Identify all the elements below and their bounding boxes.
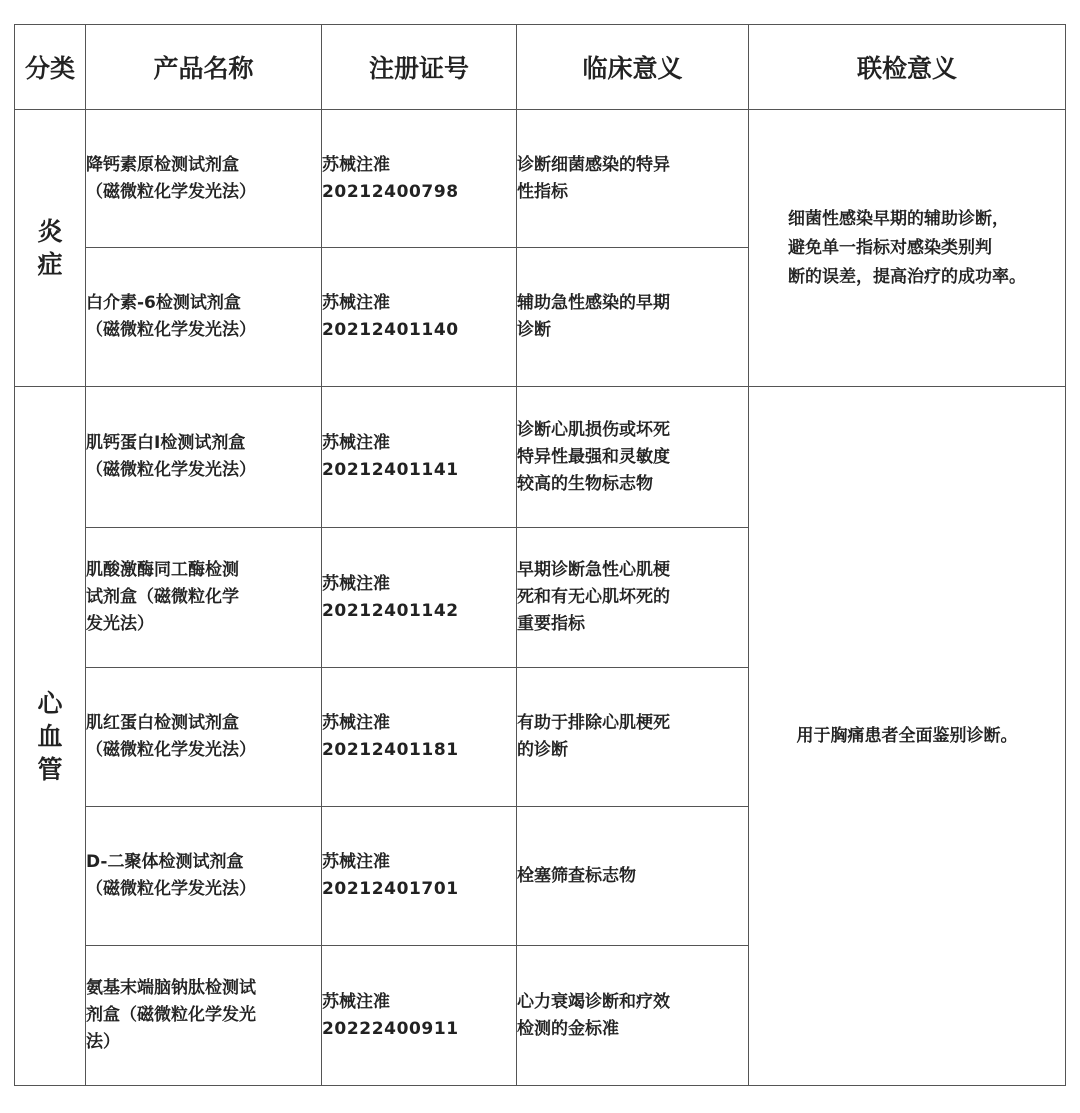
registration-cell xyxy=(322,248,517,387)
clinical-text: 辅助急性感染的早期 诊断 xyxy=(517,293,670,340)
registration-number: 20212401181 xyxy=(322,740,459,760)
registration-prefix: 苏械注准 xyxy=(322,852,390,872)
registration-cell xyxy=(322,110,517,248)
header-category: 分类 xyxy=(15,25,86,110)
registration-prefix: 苏械注准 xyxy=(322,573,390,594)
registration-number: 20222400911 xyxy=(322,1018,459,1039)
clinical-text: 栓塞筛查标志物 xyxy=(517,865,636,886)
joint-text: 用于胸痛患者全面鉴别诊断。 xyxy=(796,725,1018,746)
joint-text: 细菌性感染早期的辅助诊断， 避免单一指标对感染类别判 断的误差，提高治疗的成功率。 xyxy=(788,208,1026,287)
registration-cell xyxy=(322,946,517,1086)
product-name-cell xyxy=(86,387,322,528)
header-product-name: 产品名称 xyxy=(86,25,322,110)
product-table xyxy=(14,24,1066,1086)
clinical-cell xyxy=(517,946,749,1086)
clinical-text: 有助于排除心肌梗死 的诊断 xyxy=(517,713,670,760)
registration-cell xyxy=(322,528,517,668)
header-registration: 注册证号 xyxy=(322,25,517,110)
registration-number: 20212401140 xyxy=(322,320,459,340)
registration-cell xyxy=(322,668,517,807)
table-row xyxy=(15,387,1066,528)
product-name: 降钙素原检测试剂盒 （磁微粒化学发光法） xyxy=(86,154,256,202)
product-name-cell xyxy=(86,110,322,248)
product-name-cell xyxy=(86,946,322,1086)
category-cell-cardiovascular xyxy=(15,387,86,1086)
header-joint: 联检意义 xyxy=(749,25,1066,110)
product-name-cell xyxy=(86,528,322,668)
clinical-cell xyxy=(517,248,749,387)
clinical-text: 早期诊断急性心肌梗 死和有无心肌坏死的 重要指标 xyxy=(517,560,670,634)
registration-cell xyxy=(322,807,517,946)
product-name: 白介素-6检测试剂盒 （磁微粒化学发光法） xyxy=(86,293,256,340)
registration-prefix: 苏械注准 xyxy=(322,713,390,733)
registration-number: 20212400798 xyxy=(322,181,459,202)
clinical-cell xyxy=(517,528,749,668)
table-row xyxy=(15,110,1066,248)
product-name: 氨基末端脑钠肽检测试 剂盒（磁微粒化学发光 法） xyxy=(86,978,256,1052)
registration-prefix: 苏械注准 xyxy=(322,991,390,1012)
product-name: 肌酸激酶同工酶检测 试剂盒（磁微粒化学 发光法） xyxy=(86,560,239,634)
clinical-text: 心力衰竭诊断和疗效 检测的金标准 xyxy=(517,991,670,1039)
category-label: 心血管 xyxy=(37,688,63,784)
header-row xyxy=(15,25,1066,110)
product-name: 肌红蛋白检测试剂盒 （磁微粒化学发光法） xyxy=(86,713,256,760)
clinical-text: 诊断细菌感染的特异 性指标 xyxy=(517,154,670,202)
clinical-cell xyxy=(517,387,749,528)
registration-number: 20212401142 xyxy=(322,600,459,621)
clinical-cell xyxy=(517,807,749,946)
registration-cell xyxy=(322,387,517,528)
category-cell-inflammation xyxy=(15,110,86,387)
clinical-cell xyxy=(517,668,749,807)
registration-prefix: 苏械注准 xyxy=(322,433,390,453)
registration-prefix: 苏械注准 xyxy=(322,293,390,313)
header-clinical: 临床意义 xyxy=(517,25,749,110)
joint-cell-inflammation xyxy=(749,110,1066,387)
product-name-cell xyxy=(86,668,322,807)
category-label: 炎症 xyxy=(37,217,63,279)
registration-prefix: 苏械注准 xyxy=(322,154,390,175)
product-name: 肌钙蛋白I检测试剂盒 （磁微粒化学发光法） xyxy=(86,433,256,480)
product-name: D-二聚体检测试剂盒 （磁微粒化学发光法） xyxy=(86,852,256,899)
clinical-text: 诊断心肌损伤或坏死 特异性最强和灵敏度 较高的生物标志物 xyxy=(517,419,670,494)
registration-number: 20212401701 xyxy=(322,879,459,899)
registration-number: 20212401141 xyxy=(322,460,459,480)
clinical-cell xyxy=(517,110,749,248)
product-name-cell xyxy=(86,807,322,946)
joint-cell-cardiovascular xyxy=(749,387,1066,1086)
product-name-cell xyxy=(86,248,322,387)
